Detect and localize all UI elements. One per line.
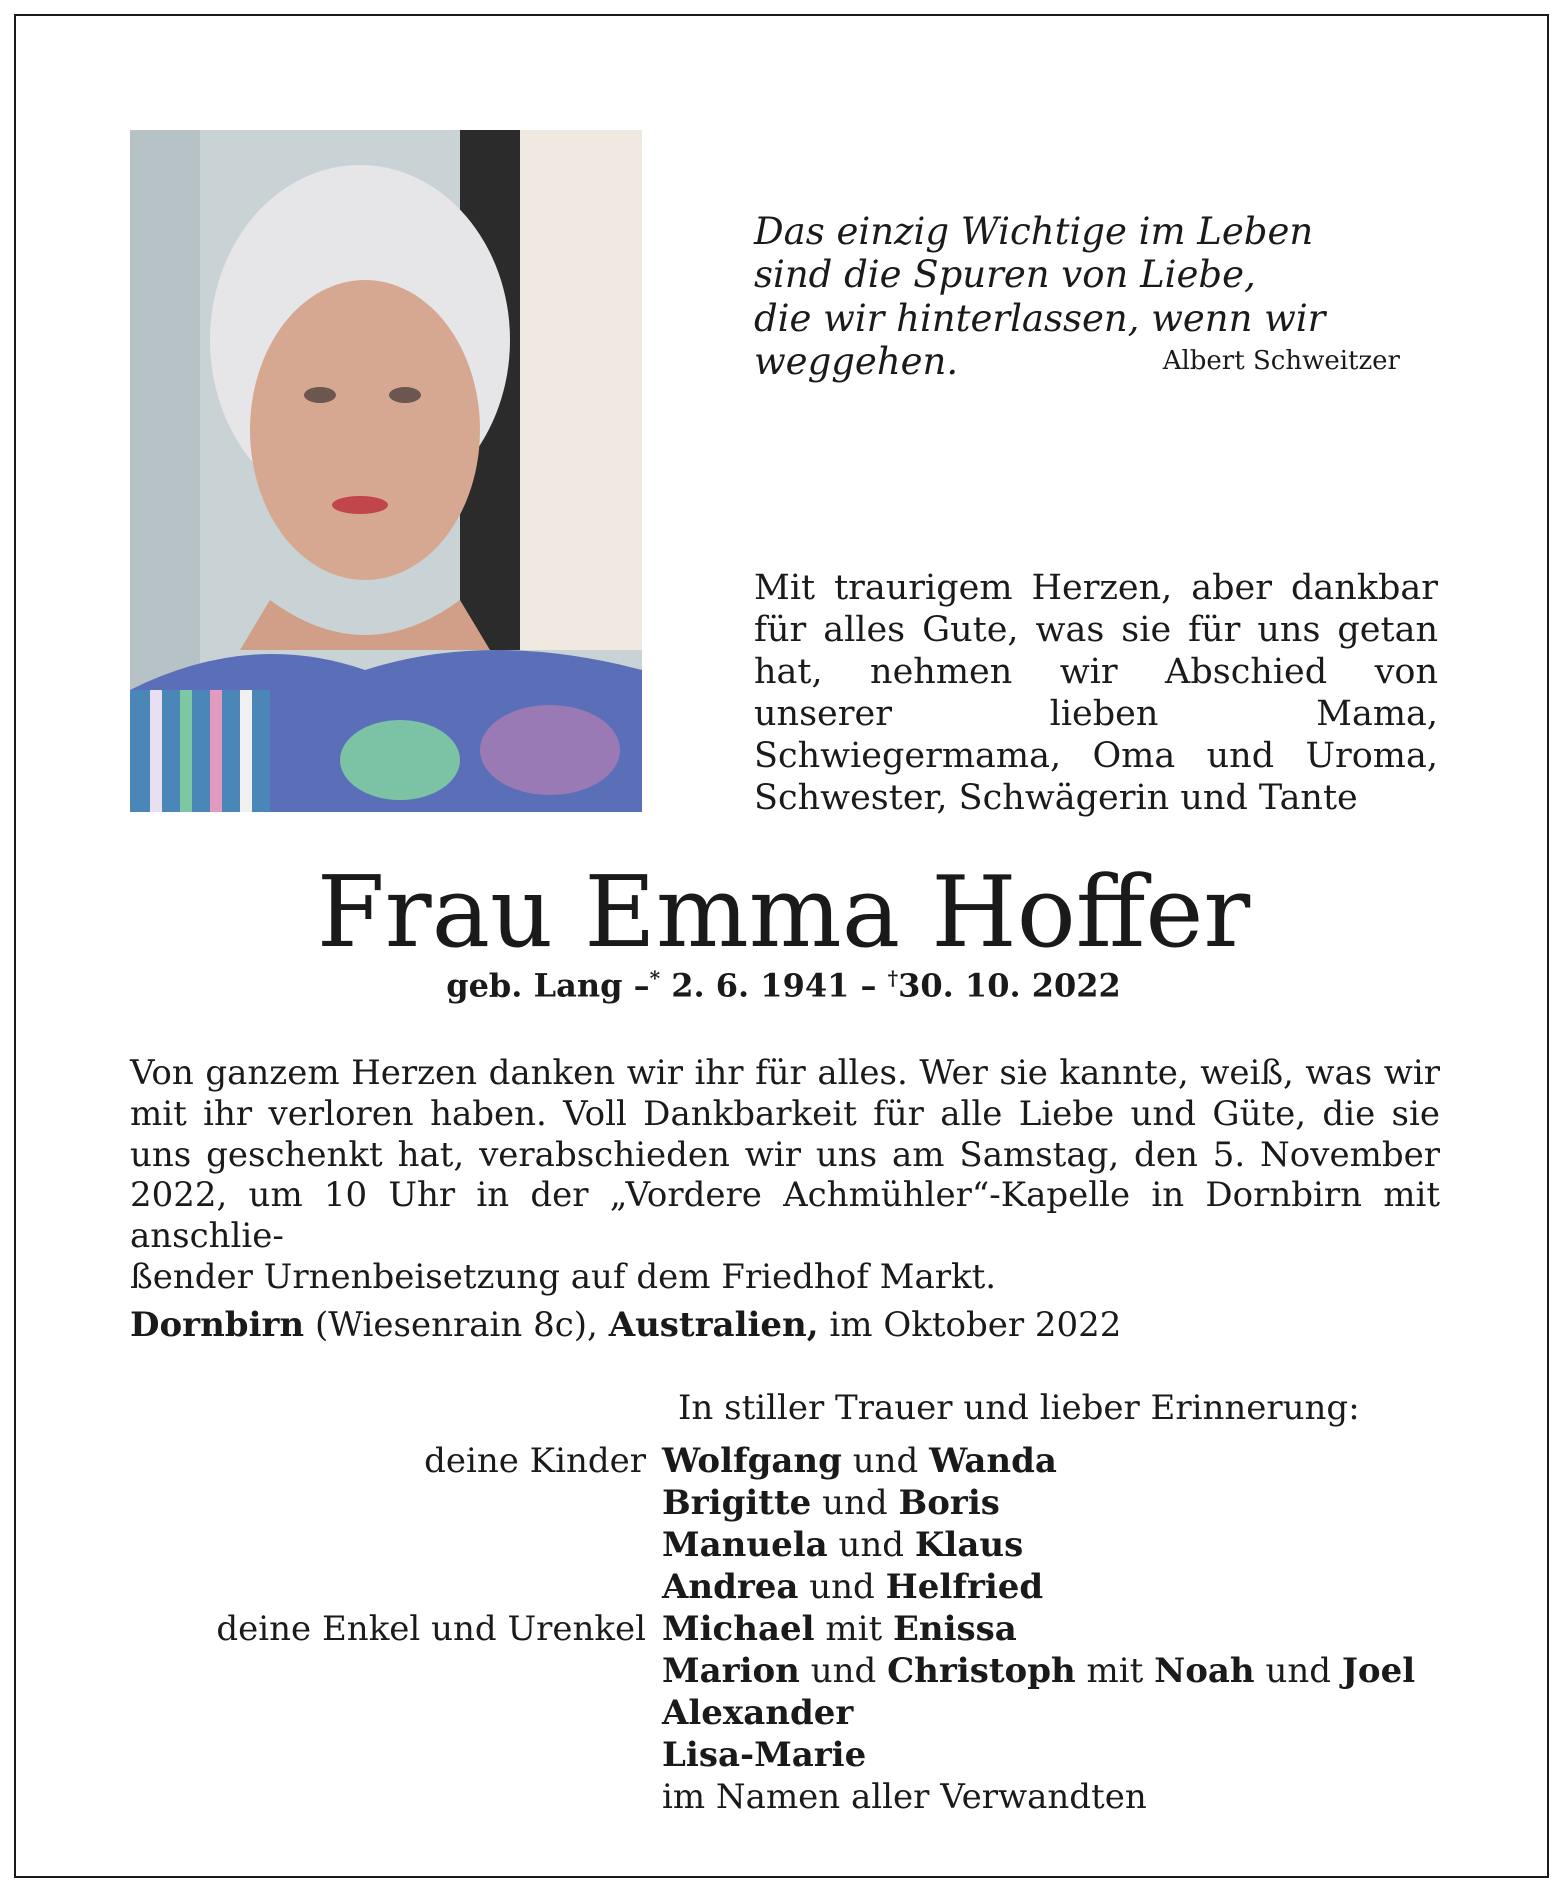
conjunction: und	[838, 1525, 905, 1565]
place-and-date	[130, 1305, 1440, 1345]
list-item	[130, 1776, 1440, 1818]
funeral-notice-last-line: ßender Urnenbeisetzung auf dem Friedhof Markt.	[130, 1256, 997, 1297]
intro-text: Mit traurigem Herzen, aber dankbar für alles Gute, was sie für uns getan hat, nehmen wir Abschied von unserer lieben Mama, Schwiegermama, Oma und Uroma, Schwester, Schwägerin und Tante	[754, 568, 1438, 818]
deceased-name: Frau Emma Hoffer	[316, 856, 1251, 970]
label-children: deine Kinder	[424, 1441, 646, 1481]
portrait-illustration	[130, 130, 642, 812]
death-date: 30. 10. 2022	[898, 966, 1121, 1005]
mourner-name: Marion	[662, 1651, 800, 1691]
list-item	[130, 1734, 1440, 1776]
signoff: In stiller Trauer und lieber Erinnerung:	[678, 1388, 1360, 1428]
conjunction: und	[852, 1441, 919, 1481]
mourner-name: Alexander	[662, 1693, 854, 1733]
mourners-list	[130, 1440, 1440, 1818]
conjunction: mit	[1086, 1651, 1144, 1691]
funeral-notice-text	[130, 1053, 1440, 1298]
mourner-name: Michael	[662, 1609, 815, 1649]
mourner-name: Andrea	[662, 1567, 799, 1607]
conjunction: und	[809, 1567, 875, 1607]
conjunction: und	[822, 1483, 888, 1523]
place-date: im Oktober 2022	[829, 1305, 1122, 1345]
mourner-name: Enissa	[892, 1609, 1017, 1649]
list-item	[130, 1566, 1440, 1608]
list-item	[130, 1482, 1440, 1524]
quote-line: die wir hinterlassen, wenn wir weggehen.	[754, 296, 1326, 383]
closing-line: im Namen aller Verwandten	[662, 1777, 1147, 1817]
conjunction: und	[1265, 1651, 1332, 1691]
mourner-name: Christoph	[887, 1651, 1076, 1691]
list-item	[130, 1440, 1440, 1482]
mourner-name: Klaus	[914, 1525, 1024, 1565]
list-item	[130, 1524, 1440, 1566]
quote-line: sind die Spuren von Liebe,	[754, 253, 1256, 297]
mourner-name: Brigitte	[662, 1483, 812, 1523]
conjunction: und	[810, 1651, 877, 1691]
mourner-name: Wanda	[929, 1441, 1057, 1481]
maiden-name: geb. Lang –	[446, 966, 650, 1005]
birth-date: 2. 6. 1941 –	[671, 966, 877, 1005]
mourner-name: Manuela	[662, 1525, 828, 1565]
place-country: Australien,	[608, 1305, 819, 1345]
conjunction: mit	[825, 1609, 883, 1649]
funeral-notice-main: Von ganzem Herzen danken wir ihr für alles. Wer sie kannte, weiß, was wir mit ihr verloren haben. Voll Dankbarkeit für alle Liebe und Güte, die sie uns geschenkt hat, verabschieden wir uns am Samstag, den 5. November 2022, um 10 Uhr in der „Vordere Achmühler“-Kapelle in Dornbirn mit anschlie-	[130, 1053, 1440, 1257]
quote-line: Das einzig Wichtige im Leben	[754, 210, 1314, 253]
mourner-name: Noah	[1154, 1651, 1255, 1691]
list-item	[130, 1650, 1440, 1692]
mourner-name: Boris	[898, 1483, 1000, 1523]
label-grandchildren: deine Enkel und Urenkel	[216, 1609, 646, 1649]
death-cross-symbol: †	[887, 966, 899, 990]
quote-author: Albert Schweitzer	[1162, 346, 1400, 376]
birth-star-symbol: *	[649, 966, 661, 990]
place-address: (Wiesenrain 8c),	[314, 1305, 598, 1345]
mourner-name: Wolfgang	[662, 1441, 842, 1481]
list-item	[130, 1608, 1440, 1650]
mourner-name: Lisa-Marie	[662, 1735, 867, 1775]
place-city: Dornbirn	[130, 1305, 305, 1345]
portrait-photo	[130, 130, 642, 812]
mourner-name: Helfried	[885, 1567, 1044, 1607]
list-item	[130, 1692, 1440, 1734]
mourner-name: Joel	[1341, 1651, 1416, 1691]
life-dates	[0, 966, 1567, 1005]
